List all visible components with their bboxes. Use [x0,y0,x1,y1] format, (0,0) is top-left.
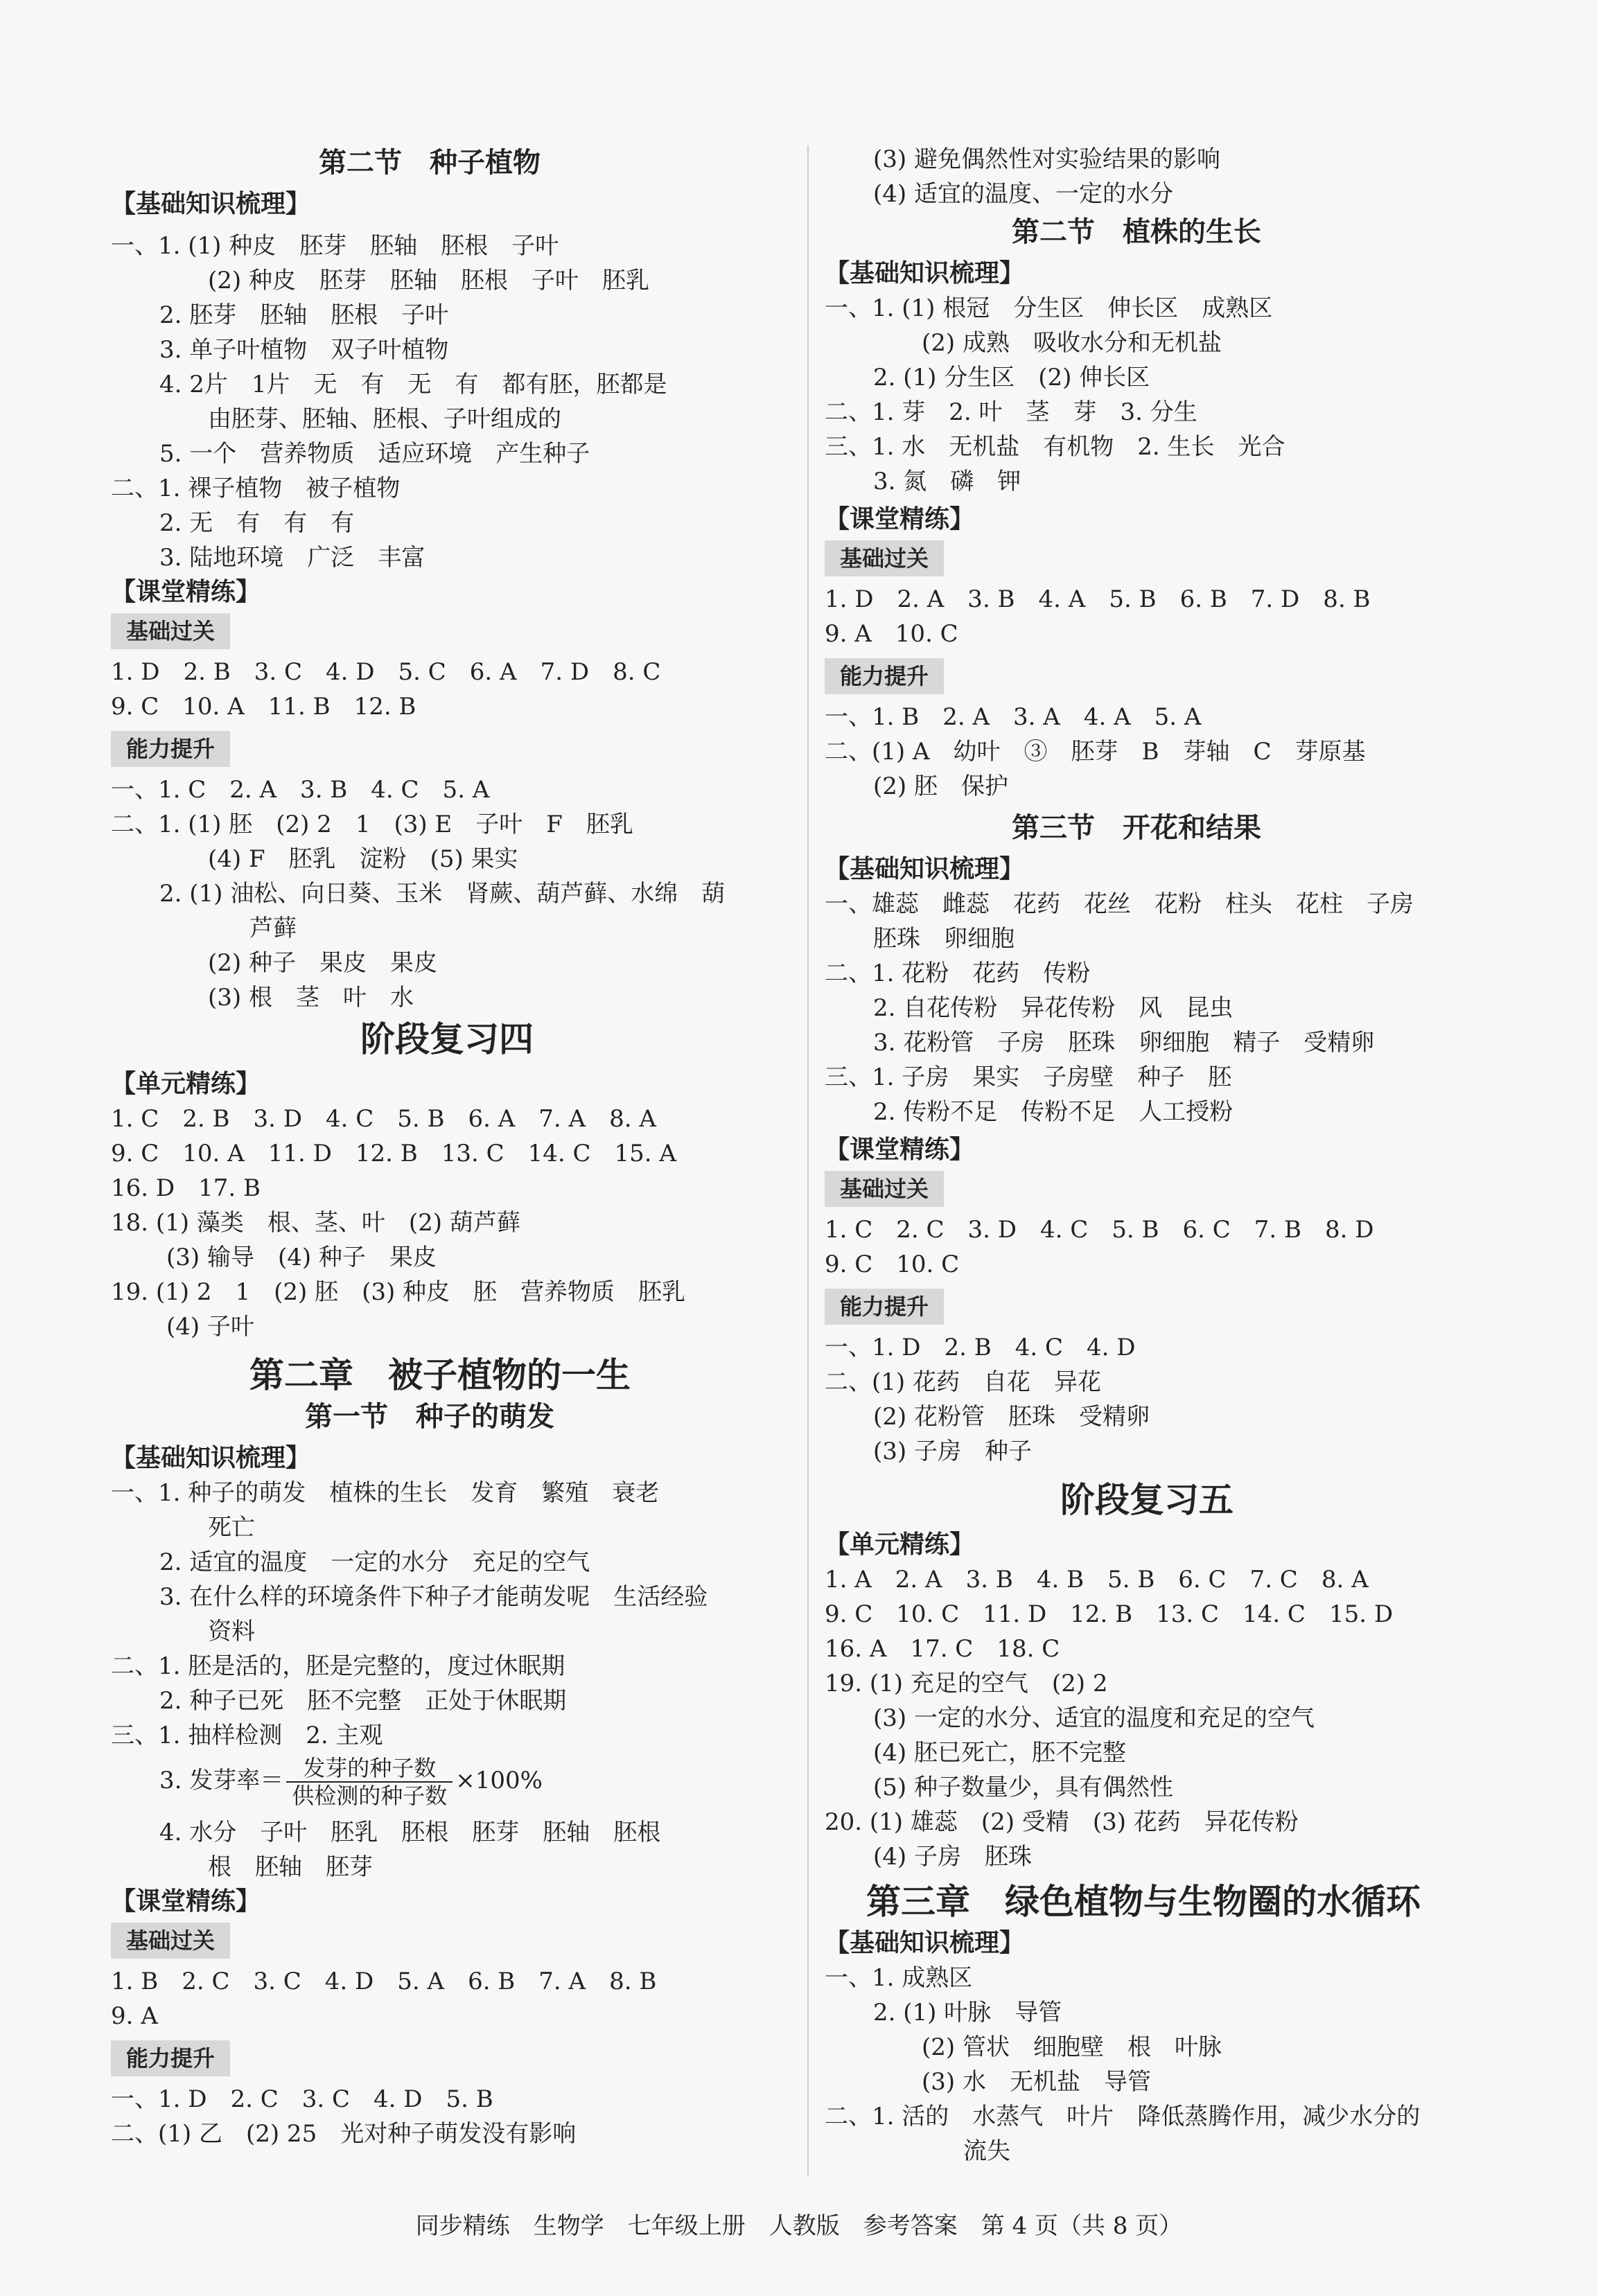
answer-line: 2. 胚芽 胚轴 胚根 子叶 [159,301,449,329]
answer-line: (2) 胚 保护 [873,772,1008,800]
answer-line: (2) 管状 细胞壁 根 叶脉 [922,2033,1222,2061]
answer-line: 1. D 2. B 3. C 4. D 5. C 6. A 7. D 8. C [111,658,661,686]
answer-line: 二、1. 活的 水蒸气 叶片 降低蒸腾作用，减少水分的 [825,2103,1421,2130]
answer-line: 二、1. (1) 胚 (2) 2 1 (3) E 子叶 F 胚乳 [111,811,633,838]
answer-line: 根 胚轴 胚芽 [208,1853,373,1881]
exercise-badge: 能力提升 [825,658,944,694]
answer-line: 一、1. D 2. B 4. C 4. D [825,1334,1136,1361]
answer-line: (4) 子房 胚珠 [873,1843,1032,1871]
answer-line: 二、1. 胚是活的，胚是完整的，度过休眠期 [111,1652,565,1680]
answer-line: 3. 氮 磷 钾 [873,468,1021,495]
subsection-label: 【课堂精练】 [111,578,261,606]
answer-line: 二、1. 芽 2. 叶 茎 芽 3. 分生 [825,398,1197,426]
exercise-badge: 基础过关 [825,540,944,576]
answer-line: 9. C 10. A 11. B 12. B [111,693,416,721]
answer-line: 16. D 17. B [111,1174,261,1202]
subsection-label: 【基础知识梳理】 [111,190,311,218]
subsection-label: 【基础知识梳理】 [825,855,1025,883]
answer-line: 4. 水分 子叶 胚乳 胚根 胚芽 胚轴 胚根 [159,1819,661,1846]
answer-line: 3. 单子叶植物 双子叶植物 [159,336,449,364]
answer-line: 9. C 10. A 11. D 12. B 13. C 14. C 15. A [111,1140,676,1167]
answer-line: 一、1. (1) 种皮 胚芽 胚轴 胚根 子叶 [111,232,559,260]
answer-line: (3) 一定的水分、适宜的温度和充足的空气 [873,1704,1315,1732]
answer-line: 2. (1) 叶脉 导管 [873,1999,1062,2026]
answer-line: 1. C 2. B 3. D 4. C 5. B 6. A 7. A 8. A [111,1105,656,1133]
page-footer: 同步精练 生物学 七年级上册 人教版 参考答案 第 4 页（共 8 页） [415,2212,1183,2240]
answer-line: 一、1. 成熟区 [825,1964,973,1992]
answer-line: (3) 输导 (4) 种子 果皮 [166,1244,437,1271]
subsection-label: 【单元精练】 [825,1530,975,1559]
answer-line: 一、1. B 2. A 3. A 4. A 5. A [825,703,1202,731]
exercise-badge: 基础过关 [111,1923,230,1959]
answer-line: (2) 花粉管 胚珠 受精卵 [873,1403,1150,1431]
answer-line: 三、1. 水 无机盐 有机物 2. 生长 光合 [825,433,1285,461]
answer-line: (2) 种皮 胚芽 胚轴 胚根 子叶 胚乳 [208,267,649,294]
exercise-badge: 基础过关 [111,613,230,649]
answer-line: 二、1. 裸子植物 被子植物 [111,475,401,502]
answer-line: 5. 一个 营养物质 适应环境 产生种子 [159,440,590,468]
answer-line: 二、(1) 乙 (2) 25 光对种子萌发没有影响 [111,2120,577,2148]
answer-line: (5) 种子数量少，具有偶然性 [873,1774,1173,1801]
answer-line: 2. 种子已死 胚不完整 正处于休眠期 [159,1687,567,1715]
answer-line: 芦藓 [249,915,297,942]
subsection-label: 【基础知识梳理】 [825,259,1025,288]
answer-line: 1. C 2. C 3. D 4. C 5. B 6. C 7. B 8. D [825,1216,1374,1244]
column-divider [807,145,809,2175]
answer-line: 2. 自花传粉 异花传粉 风 昆虫 [873,994,1233,1022]
answer-line: 一、1. (1) 根冠 分生区 伸长区 成熟区 [825,294,1273,322]
subsection-label: 【单元精练】 [111,1070,261,1098]
answer-line: 2. (1) 油松、向日葵、玉米 肾蕨、葫芦藓、水绵 葫 [159,880,726,908]
answer-line: 二、(1) 花药 自花 异花 [825,1368,1101,1396]
answer-line: 4. 2片 1片 无 有 无 有 都有胚，胚都是 [159,371,667,398]
answer-line: 20. (1) 雄蕊 (2) 受精 (3) 花药 异花传粉 [825,1808,1299,1836]
answer-line: 一、1. C 2. A 3. B 4. C 5. A [111,776,490,804]
answer-line: 三、1. 子房 果实 子房壁 种子 胚 [825,1063,1232,1091]
answer-line: (2) 种子 果皮 果皮 [208,949,437,977]
answer-line: 19. (1) 充足的空气 (2) 2 [825,1670,1108,1697]
answer-line: 一、1. 种子的萌发 植株的生长 发育 繁殖 衰老 [111,1479,660,1507]
answer-line: 1. D 2. A 3. B 4. A 5. B 6. B 7. D 8. B [825,585,1371,613]
formula-denominator: 供检测的种子数 [292,1783,448,1809]
answer-line: (2) 成熟 吸收水分和无机盐 [922,329,1222,357]
exercise-badge: 能力提升 [111,2040,230,2076]
answer-line: (4) 胚已死亡，胚不完整 [873,1739,1126,1767]
answer-line: 二、1. 花粉 花药 传粉 [825,960,1091,987]
subsection-label: 【课堂精练】 [825,1136,975,1164]
answer-line: 2. (1) 分生区 (2) 伸长区 [873,364,1150,391]
answer-line: 19. (1) 2 1 (2) 胚 (3) 种皮 胚 营养物质 胚乳 [111,1278,686,1306]
subsection-label: 【课堂精练】 [825,505,975,533]
subsection-label: 【课堂精练】 [111,1887,261,1916]
section-heading: 第二节 植株的生长 [1012,216,1261,248]
subsection-label: 【基础知识梳理】 [111,1444,311,1472]
section-heading: 第二节 种子植物 [319,147,541,179]
answer-line: 18. (1) 藻类 根、茎、叶 (2) 葫芦藓 [111,1209,520,1237]
answer-line: 3. 陆地环境 广泛 丰富 [159,544,425,572]
answer-line: 死亡 [208,1514,255,1542]
exercise-badge: 能力提升 [825,1289,944,1325]
answer-line: (3) 避免偶然性对实验结果的影响 [873,145,1220,173]
chapter-heading: 第三章 绿色植物与生物圈的水循环 [866,1882,1421,1922]
section-heading: 第三节 开花和结果 [1012,812,1261,844]
answer-line: (3) 根 茎 叶 水 [208,984,414,1012]
answer-line: 3. 在什么样的环境条件下种子才能萌发呢 生活经验 [159,1583,708,1611]
chapter-heading: 第二章 被子植物的一生 [249,1355,631,1395]
answer-line: 一、1. D 2. C 3. C 4. D 5. B [111,2085,493,2113]
answer-line: 1. A 2. A 3. B 4. B 5. B 6. C 7. C 8. A [825,1566,1369,1593]
chapter-heading: 阶段复习四 [360,1019,534,1059]
answer-line: (3) 子房 种子 [873,1438,1032,1465]
chapter-heading: 阶段复习五 [1060,1480,1233,1520]
answer-line: 2. 传粉不足 传粉不足 人工授粉 [873,1098,1233,1126]
answer-line: 资料 [208,1618,255,1645]
answer-line: 一、雄蕊 雌蕊 花药 花丝 花粉 柱头 花柱 子房 [825,890,1414,918]
answer-line: 1. B 2. C 3. C 4. D 5. A 6. B 7. A 8. B [111,1968,657,1995]
answer-line: 9. A [111,2002,158,2030]
subsection-label: 【基础知识梳理】 [825,1929,1025,1957]
section-heading: 第一节 种子的萌发 [305,1401,554,1433]
answer-line: 9. C 10. C [825,1251,960,1278]
formula-prefix: 3. 发芽率＝ [159,1767,284,1794]
answer-line: (4) 适宜的温度、一定的水分 [873,180,1173,208]
answer-line: 胚珠 卵细胞 [873,925,1015,953]
exercise-badge: 基础过关 [825,1171,944,1207]
answer-line: 3. 花粉管 子房 胚珠 卵细胞 精子 受精卵 [873,1029,1375,1057]
formula-fraction [286,1755,453,1809]
answer-line: 2. 无 有 有 有 [159,509,355,537]
answer-line: 9. A 10. C [825,620,958,648]
germination-rate-formula [159,1749,543,1812]
exercise-badge: 能力提升 [111,731,230,767]
answer-line: 流失 [963,2137,1010,2165]
answer-line: (4) F 胚乳 淀粉 (5) 果实 [208,845,518,873]
answer-line: 二、(1) A 幼叶 ③ 胚芽 B 芽轴 C 芽原基 [825,738,1366,766]
answer-line: 16. A 17. C 18. C [825,1635,1060,1663]
answer-line: (3) 水 无机盐 导管 [922,2068,1151,2096]
answer-line: (4) 子叶 [166,1313,254,1341]
answer-line: 2. 适宜的温度 一定的水分 充足的空气 [159,1548,590,1576]
answer-line: 9. C 10. C 11. D 12. B 13. C 14. C 15. D [825,1600,1394,1628]
answer-line: 三、1. 抽样检测 2. 主观 [111,1722,383,1749]
formula-suffix: ×100% [455,1767,543,1794]
answer-line: 由胚芽、胚轴、胚根、子叶组成的 [208,405,561,433]
formula-numerator: 发芽的种子数 [286,1755,453,1783]
